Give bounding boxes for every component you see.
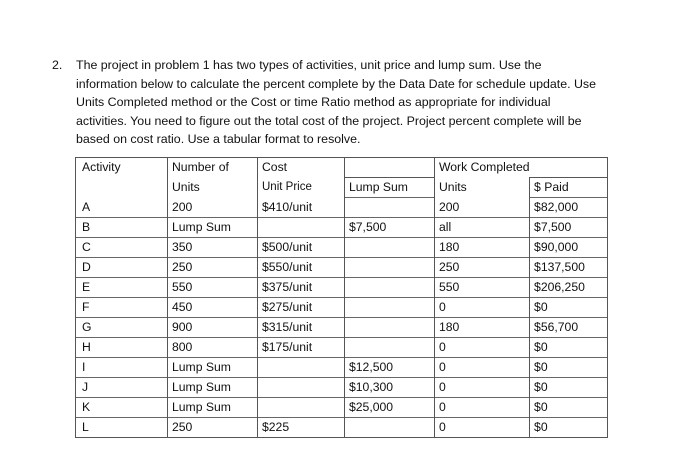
- cell-paid: $0: [530, 338, 608, 358]
- activity-table: [75, 157, 608, 438]
- cell-unit-price: $315/unit: [258, 318, 345, 338]
- header-units: Units: [168, 178, 258, 198]
- cell-activity: B: [76, 218, 168, 238]
- header-activity: Activity: [76, 158, 168, 178]
- cell-unit-price: [258, 358, 345, 378]
- header-unit-price: Unit Price: [258, 178, 345, 198]
- table-row: [76, 218, 608, 238]
- header-number-of: Number of: [168, 158, 258, 178]
- header-blank: [345, 158, 435, 178]
- cell-wc-units: 0: [435, 398, 530, 418]
- cell-units: 350: [168, 238, 258, 258]
- table-row: [76, 338, 608, 358]
- cell-paid: $82,000: [530, 198, 608, 218]
- header-lump-sum: Lump Sum: [345, 178, 435, 198]
- cell-units: 450: [168, 298, 258, 318]
- table-row: [76, 418, 608, 438]
- cell-wc-units: 180: [435, 318, 530, 338]
- cell-unit-price: [258, 398, 345, 418]
- cell-wc-units: 0: [435, 338, 530, 358]
- cell-activity: L: [76, 418, 168, 438]
- cell-lump-sum: [345, 278, 435, 298]
- cell-paid: $0: [530, 298, 608, 318]
- cell-unit-price: [258, 378, 345, 398]
- cell-activity: D: [76, 258, 168, 278]
- cell-lump-sum: $25,000: [345, 398, 435, 418]
- question-text: [76, 56, 666, 149]
- cell-lump-sum: [345, 418, 435, 438]
- cell-lump-sum: [345, 198, 435, 218]
- cell-wc-units: 0: [435, 298, 530, 318]
- cell-unit-price: $225: [258, 418, 345, 438]
- cell-unit-price: $175/unit: [258, 338, 345, 358]
- cell-paid: $206,250: [530, 278, 608, 298]
- cell-unit-price: $410/unit: [258, 198, 345, 218]
- cell-activity: C: [76, 238, 168, 258]
- cell-units: Lump Sum: [168, 358, 258, 378]
- header-row: [76, 158, 608, 178]
- cell-lump-sum: [345, 298, 435, 318]
- cell-units: 250: [168, 258, 258, 278]
- table-row: [76, 318, 608, 338]
- cell-lump-sum: [345, 338, 435, 358]
- header-work-completed: Work Completed: [435, 158, 530, 178]
- cell-units: 200: [168, 198, 258, 218]
- cell-unit-price: [258, 218, 345, 238]
- question-line: information below to calculate the percent complete by the Data Date for schedule update. Use: [76, 76, 597, 91]
- cell-paid: $56,700: [530, 318, 608, 338]
- header-wc-units: Units: [435, 178, 530, 198]
- cell-units: Lump Sum: [168, 398, 258, 418]
- cell-paid: $7,500: [530, 218, 608, 238]
- cell-lump-sum: $12,500: [345, 358, 435, 378]
- cell-wc-units: 550: [435, 278, 530, 298]
- cell-paid: $0: [530, 378, 608, 398]
- cell-wc-units: 180: [435, 238, 530, 258]
- table-row: [76, 298, 608, 318]
- cell-activity: K: [76, 398, 168, 418]
- cell-activity: G: [76, 318, 168, 338]
- subheader-blank: [76, 178, 168, 198]
- cell-activity: H: [76, 338, 168, 358]
- table-row: [76, 378, 608, 398]
- question-line: activities. You need to figure out the total cost of the project. Project percent complete will be: [76, 113, 582, 128]
- cell-lump-sum: $10,300: [345, 378, 435, 398]
- cell-activity: F: [76, 298, 168, 318]
- cell-activity: E: [76, 278, 168, 298]
- cell-units: Lump Sum: [168, 378, 258, 398]
- cell-wc-units: 0: [435, 378, 530, 398]
- question-number: 2.: [52, 58, 63, 72]
- cell-activity: J: [76, 378, 168, 398]
- cell-wc-units: all: [435, 218, 530, 238]
- question-line: Units Completed method or the Cost or time Ratio method as appropriate for individual: [76, 95, 551, 110]
- cell-wc-units: 0: [435, 358, 530, 378]
- cell-units: 550: [168, 278, 258, 298]
- cell-wc-units: 0: [435, 418, 530, 438]
- table-row: [76, 258, 608, 278]
- cell-unit-price: $550/unit: [258, 258, 345, 278]
- cell-paid: $137,500: [530, 258, 608, 278]
- header-blank: [530, 158, 608, 178]
- cell-units: 900: [168, 318, 258, 338]
- cell-wc-units: 200: [435, 198, 530, 218]
- cell-lump-sum: $7,500: [345, 218, 435, 238]
- cell-paid: $90,000: [530, 238, 608, 258]
- cell-units: 800: [168, 338, 258, 358]
- cell-wc-units: 250: [435, 258, 530, 278]
- cell-activity: A: [76, 198, 168, 218]
- cell-paid: $0: [530, 418, 608, 438]
- cell-lump-sum: [345, 258, 435, 278]
- cell-paid: $0: [530, 398, 608, 418]
- cell-unit-price: $500/unit: [258, 238, 345, 258]
- cell-lump-sum: [345, 318, 435, 338]
- question-line: The project in problem 1 has two types of activities, unit price and lump sum. Use the: [76, 58, 542, 72]
- question-line: based on cost ratio. Use a tabular format to resolve.: [76, 132, 361, 147]
- cell-unit-price: $275/unit: [258, 298, 345, 318]
- table-row: [76, 358, 608, 378]
- cell-paid: $0: [530, 358, 608, 378]
- table-row: [76, 278, 608, 298]
- table-row: [76, 198, 608, 218]
- header-cost: Cost: [258, 158, 345, 178]
- cell-units: 250: [168, 418, 258, 438]
- subheader-row: [76, 178, 608, 198]
- cell-lump-sum: [345, 238, 435, 258]
- table-row: [76, 238, 608, 258]
- table-row: [76, 398, 608, 418]
- cell-activity: I: [76, 358, 168, 378]
- cell-units: Lump Sum: [168, 218, 258, 238]
- cell-unit-price: $375/unit: [258, 278, 345, 298]
- header-paid: $ Paid: [530, 178, 608, 198]
